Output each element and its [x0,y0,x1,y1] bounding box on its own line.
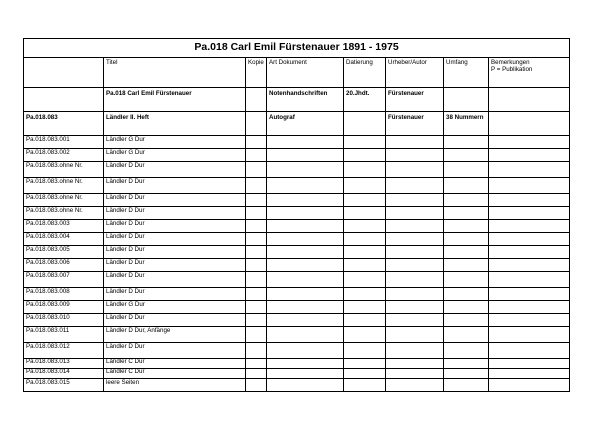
table-row [24,288,570,301]
header-bemerkungen-line1: Bemerkungen [491,59,530,66]
cell-bemerkungen [489,259,570,272]
cell-bemerkungen [489,343,570,359]
cell-urheber [386,162,444,178]
cell-umfang [444,369,489,379]
cell-datierung [344,149,386,162]
table-row [24,272,570,288]
cell-urheber: Fürstenauer [386,88,444,112]
table-row [24,233,570,246]
cell-datierung [344,301,386,314]
cell-datierung [344,207,386,220]
cell-signatur: Pa.018.083.010 [24,314,104,327]
table-row [24,327,570,343]
table-row [24,136,570,149]
cell-bemerkungen [489,379,570,392]
cell-titel: Ländler D Dur [104,194,246,207]
cell-signatur: Pa.018.083.006 [24,259,104,272]
cell-kopie [246,162,267,178]
cell-umfang [444,301,489,314]
cell-urheber [386,178,444,194]
table-row [24,112,570,136]
cell-bemerkungen [489,178,570,194]
cell-urheber [386,301,444,314]
cell-art-dokument [267,379,344,392]
cell-titel: Ländler D Dur [104,314,246,327]
cell-signatur: Pa.018.083 [24,112,104,136]
cell-titel: Ländler G Dur [104,301,246,314]
header-bemerkungen-line2: P = Publikation [491,65,533,73]
cell-urheber [386,220,444,233]
cell-signatur: Pa.018.083.004 [24,233,104,246]
cell-urheber [386,207,444,220]
cell-kopie [246,194,267,207]
table-row [24,359,570,369]
cell-signatur: Pa.018.083.ohne Nr. [24,207,104,220]
cell-urheber [386,136,444,149]
cell-signatur: Pa.018.083.ohne Nr. [24,162,104,178]
cell-signatur: Pa.018.083.011 [24,327,104,343]
cell-titel: Ländler D Dur [104,343,246,359]
cell-umfang [444,162,489,178]
cell-urheber [386,233,444,246]
cell-titel: Ländler D Dur [104,178,246,194]
cell-datierung [344,369,386,379]
cell-datierung [344,112,386,136]
cell-datierung [344,359,386,369]
cell-kopie [246,136,267,149]
cell-kopie [246,343,267,359]
cell-signatur: Pa.018.083.ohne Nr. [24,194,104,207]
cell-urheber [386,246,444,259]
cell-umfang [444,233,489,246]
cell-art-dokument [267,259,344,272]
cell-umfang [444,194,489,207]
cell-art-dokument: Autograf [267,112,344,136]
cell-titel: Ländler D Dur [104,259,246,272]
cell-urheber [386,343,444,359]
cell-datierung [344,314,386,327]
cell-kopie [246,327,267,343]
cell-art-dokument [267,220,344,233]
cell-umfang [444,149,489,162]
cell-bemerkungen [489,112,570,136]
cell-bemerkungen [489,369,570,379]
cell-umfang [444,288,489,301]
inventory-sheet [23,38,569,392]
cell-titel: Ländler G Dur [104,136,246,149]
cell-titel: Ländler D Dur [104,288,246,301]
cell-bemerkungen [489,136,570,149]
cell-datierung [344,194,386,207]
cell-signatur: Pa.018.083.009 [24,301,104,314]
cell-umfang [444,359,489,369]
table-row [24,343,570,359]
table-row [24,162,570,178]
cell-urheber [386,327,444,343]
cell-art-dokument [267,178,344,194]
table-row [24,379,570,392]
cell-titel: Ländler D Dur [104,272,246,288]
cell-kopie [246,207,267,220]
cell-titel: Ländler C Dur [104,359,246,369]
cell-kopie [246,272,267,288]
cell-bemerkungen [489,272,570,288]
cell-art-dokument [267,272,344,288]
cell-art-dokument [267,301,344,314]
cell-kopie [246,178,267,194]
cell-art-dokument [267,207,344,220]
cell-datierung [344,288,386,301]
header-umfang: Umfang [444,58,489,88]
table-row [24,301,570,314]
cell-urheber [386,359,444,369]
inventory-table [23,38,570,392]
cell-signatur [24,88,104,112]
cell-datierung [344,259,386,272]
table-row [24,178,570,194]
cell-umfang [444,343,489,359]
cell-umfang [444,178,489,194]
cell-bemerkungen [489,288,570,301]
cell-titel: leere Seiten [104,379,246,392]
cell-umfang [444,88,489,112]
cell-signatur: Pa.018.083.001 [24,136,104,149]
cell-titel: Ländler D Dur [104,233,246,246]
cell-titel: Ländler D Dur [104,207,246,220]
table-row [24,259,570,272]
cell-kopie [246,288,267,301]
cell-urheber [386,194,444,207]
table-row [24,246,570,259]
header-urheber: Urheber/Autor [386,58,444,88]
cell-kopie [246,149,267,162]
table-row [24,220,570,233]
cell-signatur: Pa.018.083.013 [24,359,104,369]
cell-art-dokument [267,369,344,379]
cell-titel: Ländler D Dur, Anfänge [104,327,246,343]
cell-bemerkungen [489,88,570,112]
cell-art-dokument [267,233,344,246]
cell-kopie [246,259,267,272]
cell-umfang [444,207,489,220]
cell-titel: Ländler D Dur [104,246,246,259]
page-title: Pa.018 Carl Emil Fürstenauer 1891 - 1975 [24,39,570,58]
cell-datierung [344,272,386,288]
cell-bemerkungen [489,194,570,207]
cell-datierung [344,379,386,392]
cell-signatur: Pa.018.083.005 [24,246,104,259]
header-datierung: Datierung [344,58,386,88]
cell-datierung [344,178,386,194]
table-row [24,207,570,220]
cell-kopie [246,314,267,327]
header-art-dokument: Art Dokument [267,58,344,88]
cell-urheber: Fürstenauer [386,112,444,136]
cell-datierung [344,246,386,259]
cell-urheber [386,379,444,392]
cell-titel: Ländler G Dur [104,149,246,162]
cell-urheber [386,272,444,288]
table-row [24,314,570,327]
cell-titel: Ländler II. Heft [104,112,246,136]
header-bemerkungen [489,58,570,88]
cell-umfang [444,327,489,343]
cell-signatur: Pa.018.083.003 [24,220,104,233]
header-row [24,58,570,88]
cell-signatur: Pa.018.083.014 [24,369,104,379]
cell-kopie [246,359,267,369]
cell-bemerkungen [489,301,570,314]
cell-titel: Ländler C Dur [104,369,246,379]
cell-datierung [344,220,386,233]
cell-urheber [386,314,444,327]
cell-umfang [444,272,489,288]
cell-bemerkungen [489,162,570,178]
table-row [24,194,570,207]
cell-bemerkungen [489,207,570,220]
header-signatur [24,58,104,88]
cell-art-dokument [267,359,344,369]
cell-art-dokument [267,162,344,178]
cell-art-dokument [267,246,344,259]
cell-art-dokument [267,314,344,327]
cell-datierung [344,327,386,343]
cell-kopie [246,369,267,379]
cell-datierung [344,136,386,149]
cell-umfang [444,314,489,327]
cell-urheber [386,369,444,379]
cell-signatur: Pa.018.083.007 [24,272,104,288]
cell-signatur: Pa.018.083.002 [24,149,104,162]
cell-bemerkungen [489,359,570,369]
table-row [24,369,570,379]
cell-bemerkungen [489,246,570,259]
cell-umfang [444,259,489,272]
cell-kopie [246,301,267,314]
cell-art-dokument [267,149,344,162]
cell-umfang [444,220,489,233]
cell-kopie [246,220,267,233]
header-titel: Titel [104,58,246,88]
header-kopie: Kopie [246,58,267,88]
cell-art-dokument [267,327,344,343]
cell-kopie [246,233,267,246]
cell-umfang: 38 Nummern [444,112,489,136]
cell-datierung [344,343,386,359]
table-row [24,149,570,162]
cell-art-dokument [267,288,344,301]
cell-signatur: Pa.018.083.012 [24,343,104,359]
cell-kopie [246,379,267,392]
cell-art-dokument [267,194,344,207]
cell-art-dokument [267,343,344,359]
cell-umfang [444,379,489,392]
cell-datierung: 20.Jhdt. [344,88,386,112]
cell-kopie [246,246,267,259]
cell-bemerkungen [489,149,570,162]
cell-bemerkungen [489,327,570,343]
cell-urheber [386,259,444,272]
cell-titel: Ländler D Dur [104,220,246,233]
cell-datierung [344,233,386,246]
cell-urheber [386,288,444,301]
cell-kopie [246,88,267,112]
cell-kopie [246,112,267,136]
cell-datierung [344,162,386,178]
cell-bemerkungen [489,233,570,246]
cell-titel: Pa.018 Carl Emil Fürstenauer [104,88,246,112]
cell-signatur: Pa.018.083.015 [24,379,104,392]
table-row [24,88,570,112]
cell-bemerkungen [489,220,570,233]
cell-umfang [444,136,489,149]
cell-bemerkungen [489,314,570,327]
cell-signatur: Pa.018.083.008 [24,288,104,301]
cell-urheber [386,149,444,162]
cell-umfang [444,246,489,259]
cell-signatur: Pa.018.083.ohne Nr. [24,178,104,194]
cell-art-dokument: Notenhandschriften [267,88,344,112]
cell-art-dokument [267,136,344,149]
cell-titel: Ländler D Dur [104,162,246,178]
